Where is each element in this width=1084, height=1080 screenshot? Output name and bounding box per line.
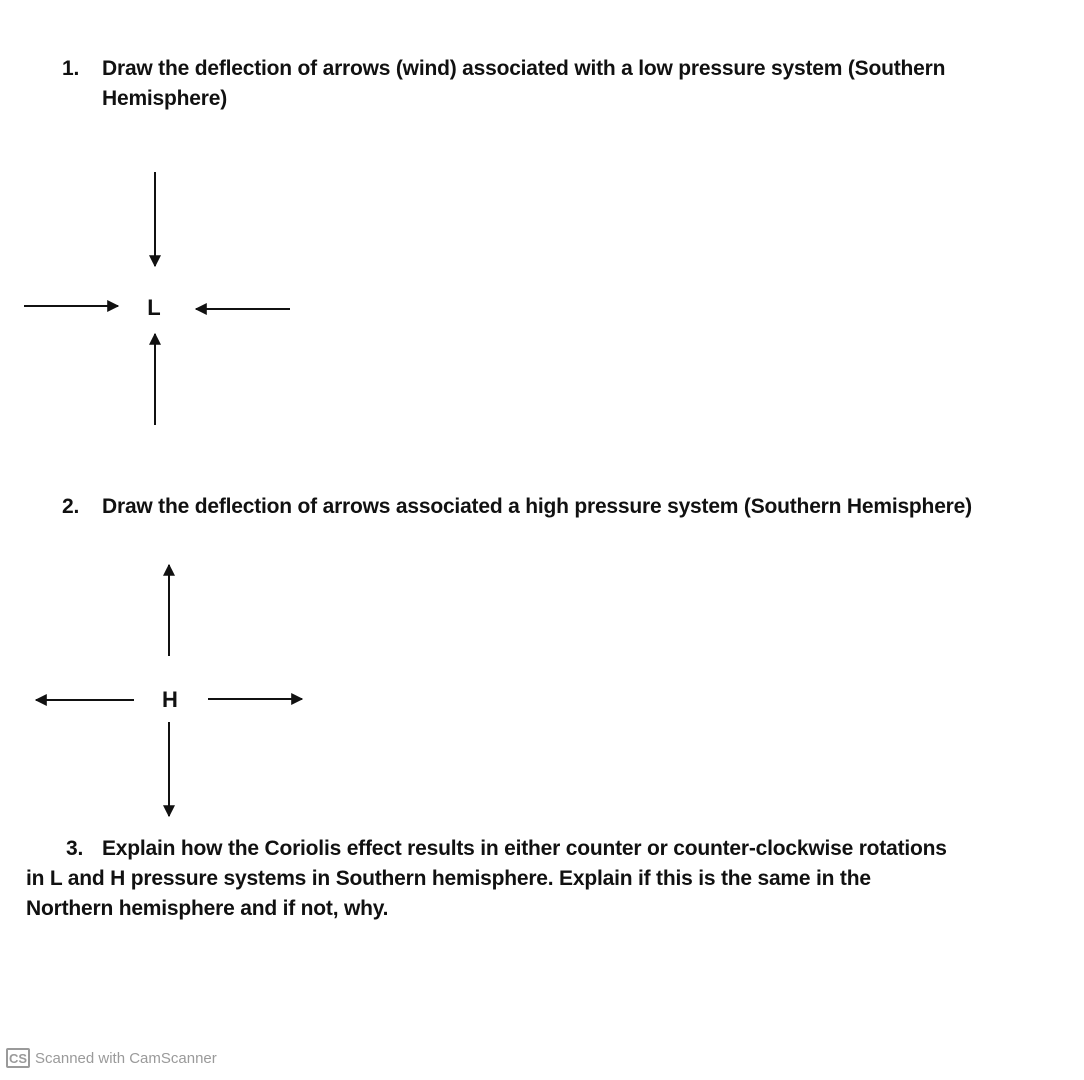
question-2	[62, 492, 1062, 522]
question-1-number: 1.	[62, 57, 80, 80]
question-3-number: 3.	[66, 837, 84, 860]
camscanner-watermark	[6, 1048, 217, 1068]
watermark-text: Scanned with CamScanner	[35, 1049, 217, 1067]
question-3-text-line3: Northern hemisphere and if not, why.	[26, 897, 389, 920]
low-pressure-label: L	[147, 295, 161, 320]
high-pressure-label: H	[162, 687, 178, 712]
question-2-number: 2.	[62, 495, 80, 518]
question-1-text-line2: Hemisphere)	[102, 87, 228, 110]
question-3	[26, 834, 1026, 924]
question-3-text-line2: in L and H pressure systems in Southern hemisphere. Explain if this is the same in the	[26, 867, 871, 890]
camscanner-logo-icon: CS	[6, 1048, 30, 1068]
question-3-text-line1: Explain how the Coriolis effect results in either counter or counter-clockwise rotations	[102, 837, 947, 860]
question-1-text-line1: Draw the deflection of arrows (wind) associated with a low pressure system (Southern	[102, 57, 946, 80]
question-2-text: Draw the deflection of arrows associated a high pressure system (Southern Hemisphere)	[102, 495, 972, 518]
